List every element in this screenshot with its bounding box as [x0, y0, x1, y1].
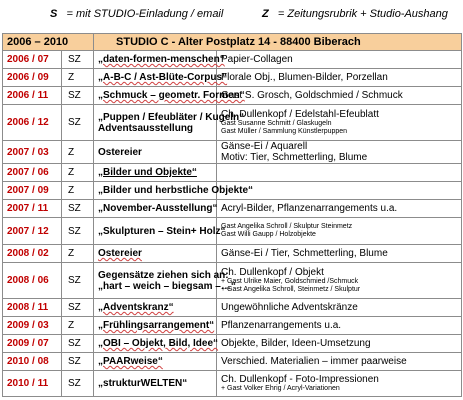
row-title: [94, 299, 217, 317]
row-note: Ch. Dullenkopf - Foto-Impressionen: [221, 374, 379, 385]
row-note: + Gast Angelika Schroll, Steinmetz / Skulptur: [221, 286, 361, 293]
table-row: [3, 353, 462, 371]
row-note: Objekte, Bilder, Ideen-Umsetzung: [221, 338, 371, 349]
row-type: SZ: [62, 335, 94, 353]
row-note: Gänse-Ei / Tier, Schmetterling, Blume: [221, 248, 388, 259]
row-title: [94, 51, 225, 69]
row-title-text: „Adventskranz“: [98, 302, 174, 313]
row-title: [94, 353, 217, 371]
row-title-text: „PAARweise“: [98, 356, 163, 367]
row-title: [94, 200, 217, 218]
table-row: [3, 371, 462, 397]
row-type: Z: [62, 182, 94, 200]
row-date: 2007 / 11: [3, 200, 62, 218]
table-row: [3, 245, 462, 263]
row-type: Z: [62, 164, 94, 182]
row-title: [94, 182, 254, 200]
row-title-text: „Puppen / Efeubläter / Kugeln“: [98, 111, 245, 123]
row-notes: [217, 317, 462, 335]
row-date: 2007 / 03: [3, 141, 62, 164]
row-date: 2008 / 02: [3, 245, 62, 263]
row-title-text: Gegensätze ziehen sich an:: [98, 269, 229, 281]
row-note: Pflanzenarrangements u.a.: [221, 320, 342, 331]
table-row: [3, 51, 462, 69]
legend: [0, 4, 463, 24]
row-title-text: „OBI – Objekt, Bild, Idee“: [98, 338, 219, 349]
row-note: Verschied. Materialien – immer paarweise: [221, 356, 407, 367]
row-date: 2006 / 09: [3, 69, 62, 87]
row-title-subtext: Adventsausstellung: [98, 122, 194, 134]
row-title-text: „Schmuck – geometr. Formen“: [98, 90, 245, 101]
row-date: 2006 / 12: [3, 105, 62, 141]
row-title-text: „Frühlingsarrangement“: [98, 320, 215, 331]
row-notes: [217, 141, 462, 164]
row-title-text: „Bilder und Objekte“: [98, 167, 197, 178]
header-period: 2006 – 2010: [3, 34, 94, 51]
table-row: [3, 105, 462, 141]
row-type: Z: [62, 69, 94, 87]
row-type: SZ: [62, 371, 94, 397]
header-studio: STUDIO C - Alter Postplatz 14 - 88400 Biberach: [94, 34, 462, 51]
row-type: SZ: [62, 105, 94, 141]
row-note: Gast Müller / Sammlung Künstlerpuppen: [221, 128, 348, 135]
table-row: [3, 200, 462, 218]
row-title: [94, 317, 217, 335]
row-title: [94, 263, 236, 299]
row-title-text: „A-B-C / Ast-Blüte-Corpus“: [98, 72, 228, 83]
row-date: 2006 / 07: [3, 51, 62, 69]
row-type: Z: [62, 317, 94, 335]
row-title-text: „strukturWELTEN“: [98, 378, 188, 389]
row-type: SZ: [62, 353, 94, 371]
row-note: Florale Obj., Blumen-Bilder, Porzellan: [221, 72, 388, 83]
row-notes: [217, 164, 462, 182]
row-date: 2010 / 11: [3, 371, 62, 397]
row-title-text: „daten-formen-menschen“: [98, 54, 225, 65]
row-title-subtext: „hart – weich – biegsam –…“: [98, 280, 236, 292]
row-note: Acryl-Bilder, Pflanzenarrangements u.a.: [221, 203, 398, 214]
row-title: [94, 105, 245, 141]
table-row: [3, 263, 462, 299]
row-title-text: Ostereier: [98, 146, 142, 158]
row-date: 2008 / 11: [3, 299, 62, 317]
legend-s: S = mit STUDIO-Einladung / email: [50, 8, 224, 20]
row-type: SZ: [62, 218, 94, 245]
row-note: Gast Angelika Schroll / Skulptur Steinmetz: [221, 223, 353, 230]
row-note: + Gast Ulrike Maier, Goldschmied /Schmuck: [221, 278, 359, 285]
row-notes: [217, 182, 462, 200]
row-type: Z: [62, 141, 94, 164]
row-title: [94, 245, 217, 263]
row-note: Gast Susanne Schmitt / Glaskugeln: [221, 120, 332, 127]
row-title: [94, 218, 226, 245]
row-note: Motiv: Tier, Schmetterling, Blume: [221, 152, 368, 163]
row-title-text: „November-Ausstellung“: [98, 203, 218, 214]
row-title: [94, 69, 228, 87]
row-date: 2007 / 09: [3, 182, 62, 200]
row-title: [94, 335, 217, 353]
row-date: 2007 / 12: [3, 218, 62, 245]
row-title: [94, 87, 245, 105]
row-date: 2010 / 08: [3, 353, 62, 371]
row-date: 2008 / 06: [3, 263, 62, 299]
row-notes: [217, 335, 462, 353]
row-date: 2009 / 03: [3, 317, 62, 335]
table-row: [3, 164, 462, 182]
row-note: Gänse-Ei / Aquarell: [221, 141, 308, 152]
row-notes: [217, 371, 462, 397]
row-notes: [217, 353, 462, 371]
table-row: [3, 69, 462, 87]
row-notes: [217, 245, 462, 263]
row-note: Ch. Dullenkopf / Edelstahl-Efeublatt: [221, 109, 379, 120]
row-type: SZ: [62, 299, 94, 317]
table-row: [3, 218, 462, 245]
row-type: Z: [62, 245, 94, 263]
row-title: [94, 371, 217, 397]
row-notes: [217, 105, 462, 141]
row-notes: [217, 69, 462, 87]
table-row: [3, 141, 462, 164]
table-row: [3, 335, 462, 353]
table-row: [3, 317, 462, 335]
row-title-text: Ostereier: [98, 248, 142, 259]
row-title: [94, 141, 217, 164]
row-notes: [217, 263, 462, 299]
row-note: Papier-Collagen: [221, 54, 293, 65]
row-type: SZ: [62, 200, 94, 218]
row-date: 2009 / 07: [3, 335, 62, 353]
table-row: [3, 299, 462, 317]
row-type: SZ: [62, 263, 94, 299]
row-notes: [217, 299, 462, 317]
row-type: SZ: [62, 51, 94, 69]
row-title-text: „Skulpturen – Stein+ Holz“: [98, 225, 226, 237]
table-header-row: [3, 34, 462, 51]
row-note: Ch. Dullenkopf / Objekt: [221, 267, 324, 278]
row-notes: [217, 200, 462, 218]
table-row: [3, 182, 462, 200]
row-title-text: „Bilder und herbstliche Objekte“: [98, 185, 254, 196]
row-date: 2006 / 11: [3, 87, 62, 105]
row-date: 2007 / 06: [3, 164, 62, 182]
row-notes: [217, 87, 462, 105]
row-note: Gast S. Grosch, Goldschmied / Schmuck: [221, 90, 403, 101]
exhibition-table: [2, 33, 462, 397]
row-note: + Gast Volker Ehrig / Acryl-Variationen: [221, 385, 340, 392]
row-notes: [217, 218, 462, 245]
row-notes: [217, 51, 462, 69]
legend-z: Z = Zeitungsrubrik + Studio-Aushang: [262, 8, 448, 20]
row-type: SZ: [62, 87, 94, 105]
row-note: Ungewöhnliche Adventskränze: [221, 302, 358, 313]
row-note: Gast Willi Gaupp / Holzobjekte: [221, 231, 316, 238]
table-row: [3, 87, 462, 105]
row-title: [94, 164, 217, 182]
